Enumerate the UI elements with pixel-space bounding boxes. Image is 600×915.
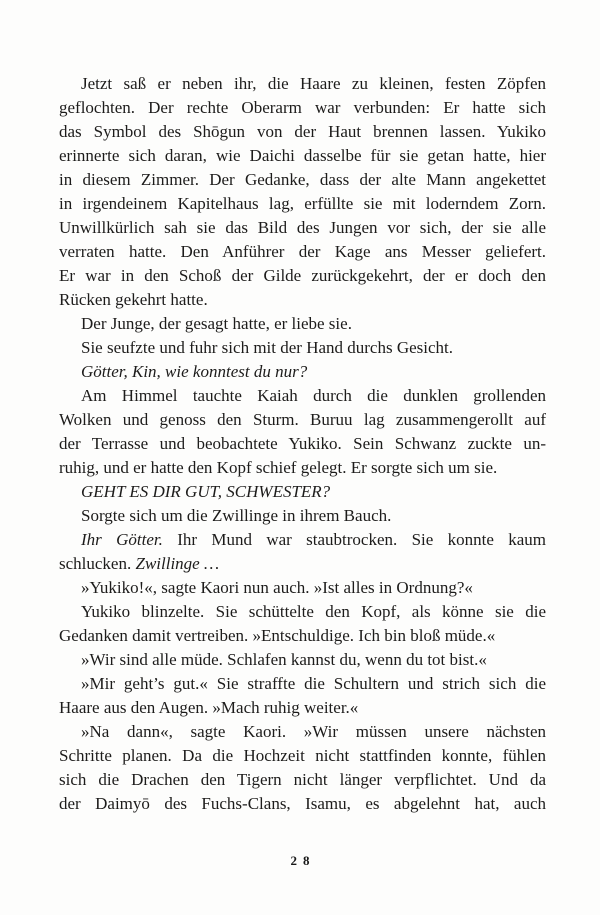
text-line [59, 192, 546, 216]
text-line [59, 672, 546, 696]
text-line [59, 624, 546, 648]
text-line [59, 384, 546, 408]
text-segment: Jetzt saß er neben ihr, die Haare zu kleinen, festen Zöpfen [81, 74, 546, 93]
text-line [59, 744, 546, 768]
italic-text-segment: Götter, Kin, wie konntest du nur? [81, 362, 308, 381]
italic-text-segment: Zwillinge … [135, 554, 220, 573]
text-segment: erinnerte sich daran, wie Daichi dasselbe für sie getan hatte, hier [59, 146, 546, 165]
text-segment: Rücken gekehrt hatte. [59, 290, 208, 309]
text-line [59, 768, 546, 792]
page-number: 28 [290, 853, 316, 868]
text-line [59, 480, 546, 504]
text-line [59, 504, 546, 528]
text-line [59, 600, 546, 624]
text-segment: Ihr Mund war staubtrocken. Sie konnte kaum [162, 530, 546, 549]
text-line [59, 240, 546, 264]
text-segment: Am Himmel tauchte Kaiah durch die dunklen grollenden [81, 386, 546, 405]
text-line [59, 696, 546, 720]
text-line [59, 576, 546, 600]
text-segment: Unwillkürlich sah sie das Bild des Jungen vor sich, der sie alle [59, 218, 546, 237]
text-segment: Gedanken damit vertreiben. »Entschuldige. Ich bin bloß müde.« [59, 626, 496, 645]
text-segment: »Mir geht’s gut.« Sie straffte die Schultern und strich sich die [81, 674, 546, 693]
text-line [59, 216, 546, 240]
text-line [59, 456, 546, 480]
text-segment: »Wir sind alle müde. Schlafen kannst du, wenn du tot bist.« [81, 650, 487, 669]
italic-text-segment: GEHT ES DIR GUT, SCHWESTER? [81, 482, 331, 501]
text-segment: das Symbol des Shōgun von der Haut brennen lassen. Yukiko [59, 122, 546, 141]
text-line [59, 72, 546, 96]
text-line [59, 288, 546, 312]
text-segment: in irgendeinem Kapitelhaus lag, erfüllte sie mit loderndem Zorn. [59, 194, 546, 213]
text-segment: verraten hatte. Den Anführer der Kage ans Messer geliefert. [59, 242, 546, 261]
text-line [59, 648, 546, 672]
text-segment: Sorgte sich um die Zwillinge in ihrem Bauch. [81, 506, 392, 525]
text-line [59, 144, 546, 168]
text-column [59, 72, 546, 816]
text-line [59, 528, 546, 552]
text-line [59, 264, 546, 288]
text-segment: in diesem Zimmer. Der Gedanke, dass der alte Mann angekettet [59, 170, 546, 189]
text-segment: Sie seufzte und fuhr sich mit der Hand durchs Gesicht. [81, 338, 454, 357]
text-line [59, 96, 546, 120]
text-segment: ruhig, und er hatte den Kopf schief gelegt. Er sorgte sich um sie. [59, 458, 498, 477]
text-line [59, 360, 546, 384]
text-segment: der Terrasse und beobachtete Yukiko. Sein Schwanz zuckte un- [59, 434, 546, 453]
text-line [59, 552, 546, 576]
text-segment: der Daimyō des Fuchs-Clans, Isamu, es abgelehnt hat, auch [59, 794, 546, 813]
italic-text-segment: Ihr Götter. [81, 530, 163, 549]
text-line [59, 120, 546, 144]
text-segment: Yukiko blinzelte. Sie schüttelte den Kopf, als könne sie die [81, 602, 546, 621]
text-segment: Der Junge, der gesagt hatte, er liebe sie. [81, 314, 352, 333]
text-line [59, 408, 546, 432]
text-segment: sich die Drachen den Tigern nicht länger verpflichtet. Und da [59, 770, 546, 789]
text-segment: Er war in den Schoß der Gilde zurückgekehrt, der er doch den [59, 266, 546, 285]
text-segment: Schritte planen. Da die Hochzeit nicht stattfinden konnte, fühlen [59, 746, 546, 765]
text-segment: »Yukiko!«, sagte Kaori nun auch. »Ist alles in Ordnung?« [81, 578, 473, 597]
text-segment: »Na dann«, sagte Kaori. »Wir müssen unsere nächsten [81, 722, 546, 741]
text-segment: Wolken und genoss den Sturm. Buruu lag zusammengerollt auf [59, 410, 546, 429]
text-segment: geflochten. Der rechte Oberarm war verbunden: Er hatte sich [59, 98, 546, 117]
text-line [59, 336, 546, 360]
text-line [59, 312, 546, 336]
text-line [59, 432, 546, 456]
text-line [59, 792, 546, 816]
text-segment: schlucken. [59, 554, 136, 573]
text-line [59, 168, 546, 192]
text-line [59, 720, 546, 744]
text-segment: Haare aus den Augen. »Mach ruhig weiter.« [59, 698, 359, 717]
